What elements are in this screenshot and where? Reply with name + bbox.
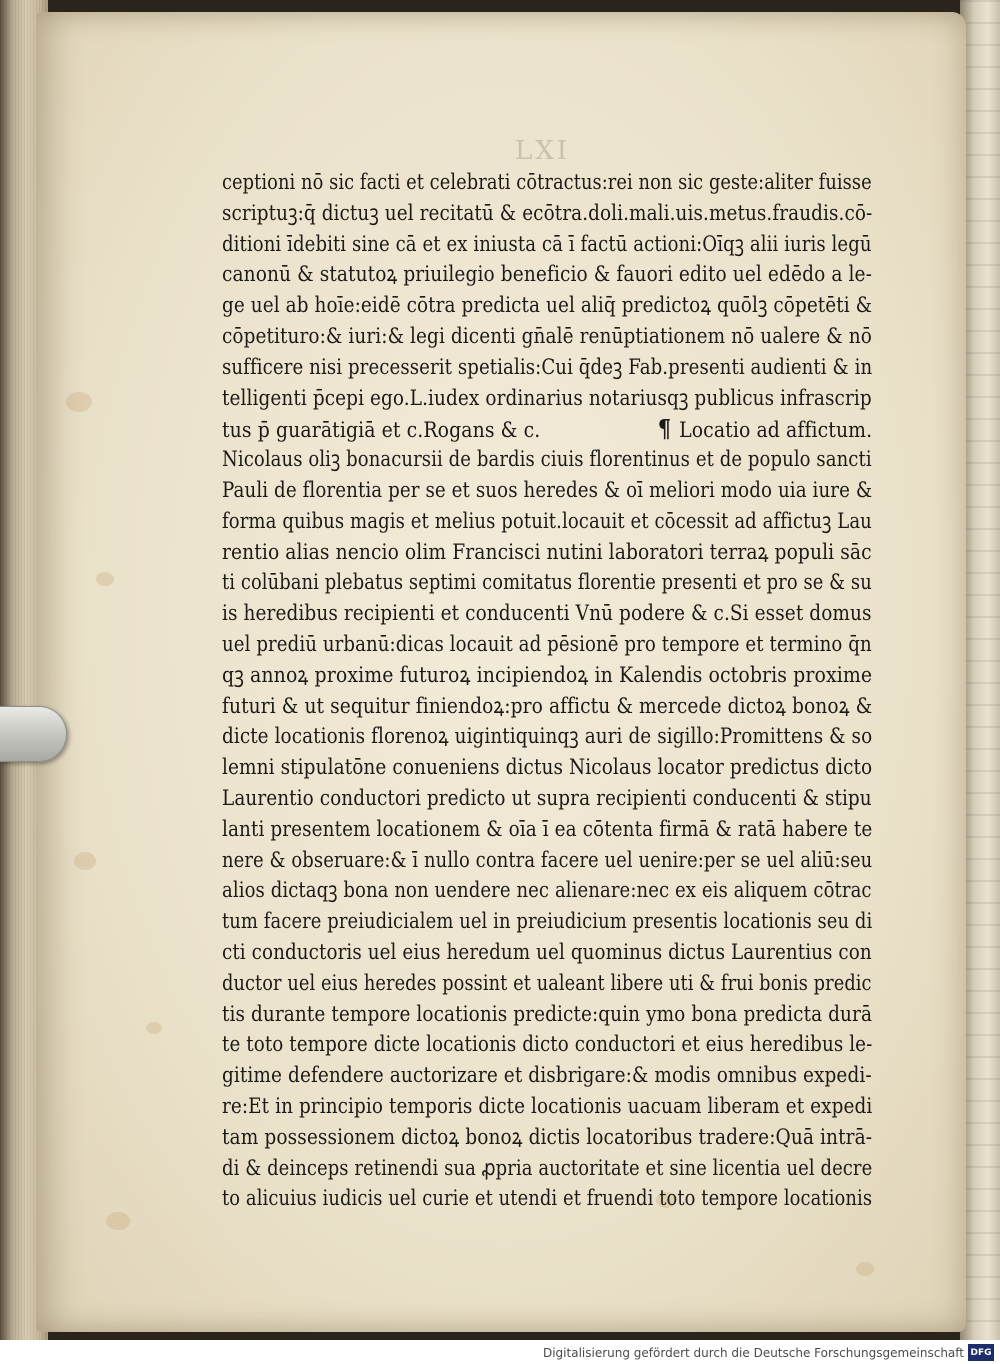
right-page-edge (960, 0, 1000, 1340)
text-line: Pauli de florentia per se et suos heredes & oī meliori modo uia iure & (222, 477, 873, 503)
text-line-with-rubric (222, 414, 873, 445)
text-line: qꝫ annoꝝ proxime futuroꝝ incipiendoꝝ in Kalendis octobris proxime (222, 662, 873, 688)
text-line: is heredibus recipienti et conducenti Vnū podere & c.Si esset domus (222, 601, 872, 627)
foxing-spot (74, 852, 96, 870)
dfg-logo-icon: DFG (968, 1344, 994, 1361)
text-line: lemni stipulatōne conueniens dictus Nicolaus locator predictus dicto (222, 755, 873, 781)
foxing-spot (96, 572, 114, 586)
text-line: futuri & ut sequitur finiendoꝝ:pro affictu & mercede dictoꝝ bonoꝝ & (222, 693, 873, 719)
page-header-showthrough: LXI (515, 136, 571, 166)
text-line: dicte locationis florenoꝝ uigintiquinqꝫ auri de sigillo:Promittens & so (222, 724, 873, 750)
foxing-spot (106, 1212, 130, 1230)
text-line: sufficere nisi precesserit spetialis:Cui q̄deꝫ Fab.presenti audienti & in (222, 354, 873, 380)
text-line: gitime defendere auctorizare et disbrigare:& modis omnibus expedi- (222, 1063, 872, 1089)
text-line: re:Et in principio temporis dicte locationis uacuam liberam et expedi (222, 1093, 873, 1119)
text-line: te toto tempore dicte locationis dicto conductori et eius heredibus le- (222, 1032, 873, 1058)
text-line: ceptioni nō sic facti et celebrati cōtractus:rei non sic geste:aliter fuisse (222, 170, 872, 195)
text-line: tum facere preiudicialem uel in preiudicium presentis locationis seu di (222, 909, 873, 935)
section-rubric: Locatio ad affictum. (679, 418, 873, 444)
footer-credit: Digitalisierung gefördert durch die Deutsche Forschungsgemeinschaft (542, 1346, 964, 1360)
page-clip (0, 706, 67, 762)
text-line: lanti presentem locationem & oīa ī ea cōtenta firmā & ratā habere te (222, 816, 873, 842)
text-line: forma quibus magis et melius potuit.locauit et cōcessit ad affictuꝫ Lau (222, 508, 872, 534)
text-line: di & deinceps retinendi sua ꝓpria auctoritate et sine licentia uel decre (222, 1155, 873, 1181)
text-line: ge uel ab hoīe:eidē cōtra predicta uel aliq̄ predictoꝝ quōlꝫ cōpetēti & (222, 293, 873, 319)
text-fragment: tus p̄ guarātigiā et c.Rogans & c. (222, 418, 541, 444)
footer-bar (0, 1340, 1000, 1364)
text-line: ti colūbani plebatus septimi comitatus florentie presenti et pro se & su (222, 570, 872, 596)
text-line: uel prediū urbanū:dicas locauit ad pēsionē pro tempore et termino q̄n (222, 631, 872, 657)
text-line: nere & obseruare:& ī nullo contra facere uel uenire:per se uel aliū:seu (222, 847, 873, 873)
text-block (222, 168, 872, 1215)
text-line: alios dictaqꝫ bona non uendere nec alienare:nec ex eis aliquem cōtrac (222, 878, 872, 904)
foxing-spot (856, 1262, 874, 1276)
text-line: to alicuius iudicis uel curie et utendi et fruendi toto tempore locationis (222, 1186, 873, 1212)
text-line: cōpetituro:& iuri:& legi dicenti gn̄alē renūptiationem nō ualere & nō (222, 323, 872, 349)
foxing-spot (66, 392, 92, 412)
text-line: Laurentio conductori predicto ut supra recipienti conducenti & stipu (222, 785, 872, 811)
text-line: tis durante tempore locationis predicte:quin ymo bona predicta durā (222, 1001, 873, 1027)
text-line: canonū & statutoꝝ priuilegio beneficio & fauori edito uel edēdo a le- (222, 262, 872, 288)
text-line: ductor uel eius heredes possint et ualeant libere uti & frui bonis predic (222, 970, 872, 996)
text-line: tam possessionem dictoꝝ bonoꝝ dictis locatoribus tradere:Quā intrā- (222, 1124, 873, 1150)
text-line: Nicolaus oliꝫ bonacursii de bardis ciuis florentinus et de populo sancti (222, 447, 872, 473)
text-line: telligenti p̄cepi ego.L.iudex ordinarius notariusqꝫ publicus infrascrip (222, 385, 872, 411)
text-line: ditioni īdebiti sine cā et ex iniusta cā ī factū actioni:Oīqꝫ alii iuris legū (222, 231, 872, 257)
foxing-spot (146, 1022, 162, 1034)
text-line: rentio alias nencio olim Francisci nutini laboratori terraꝝ populi sāc (222, 539, 872, 565)
paragraph-mark: ¶ (657, 414, 672, 444)
text-line: cti conductoris uel eius heredum uel quominus dictus Laurentius con (222, 939, 872, 965)
text-line: scriptuꝫ:q̄ dictuꝫ uel recitatū & ecōtra.doli.mali.uis.metus.fraudis.cō- (222, 200, 873, 226)
